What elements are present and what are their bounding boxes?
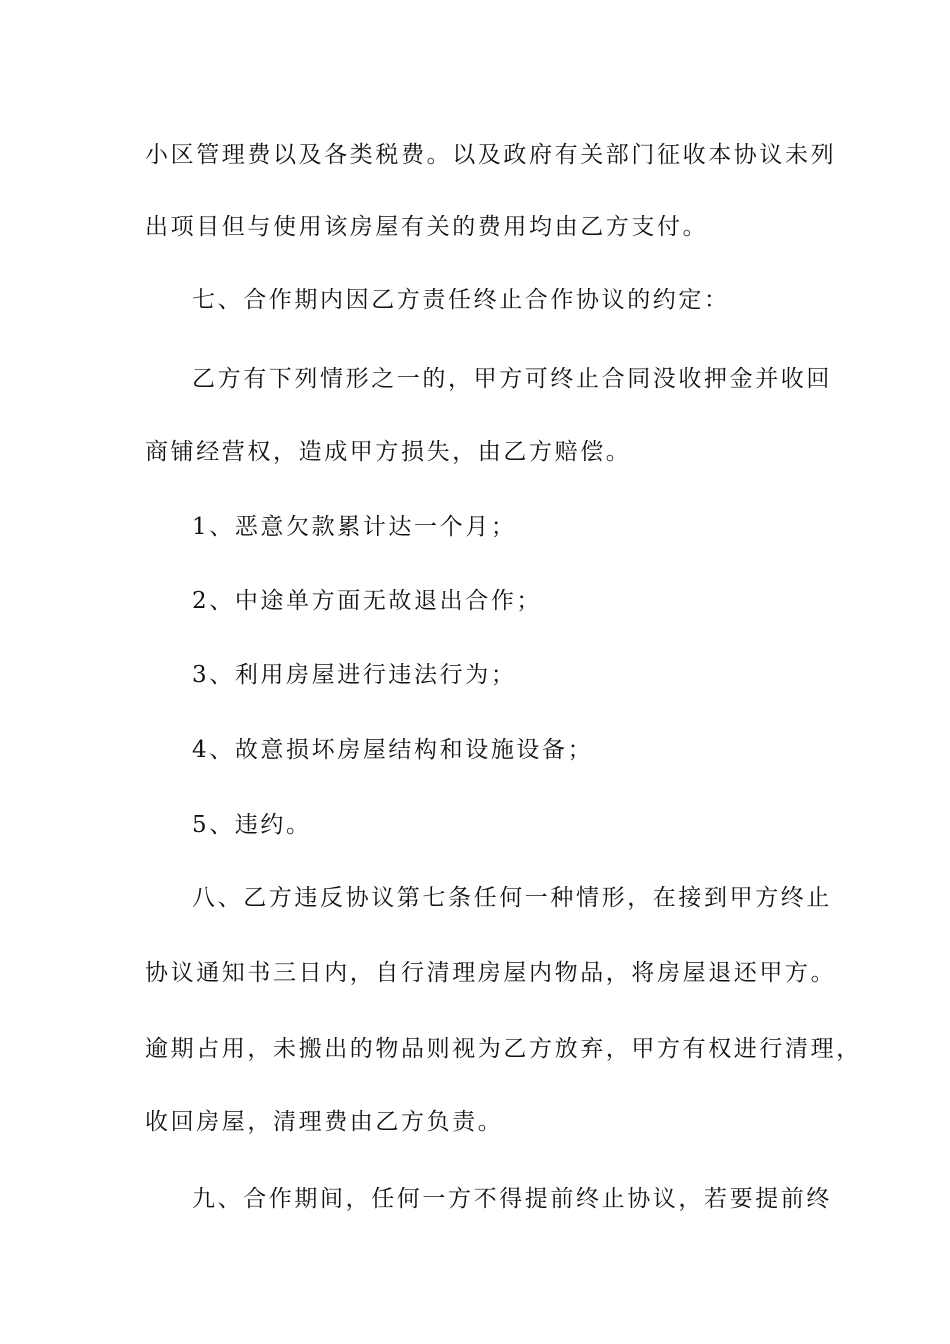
list-item: 2、中途单方面无故退出合作； — [192, 588, 543, 614]
section-heading: 八、乙方违反协议第七条任何一种情形，在接到甲方终止 — [192, 885, 832, 911]
text-line: 乙方有下列情形之一的，甲方可终止合同没收押金并收回 — [192, 366, 832, 392]
list-item: 3、利用房屋进行违法行为； — [192, 662, 517, 688]
list-item: 4、故意损坏房屋结构和设施设备； — [192, 737, 594, 763]
text-line: 收回房屋，清理费由乙方负责。 — [145, 1109, 504, 1135]
section-heading: 七、合作期内因乙方责任终止合作协议的约定： — [192, 287, 730, 313]
list-item: 1、恶意欠款累计达一个月； — [192, 514, 517, 540]
text-line: 逾期占用，未搬出的物品则视为乙方放弃，甲方有权进行清理， — [145, 1036, 862, 1062]
text-line: 协议通知书三日内，自行清理房屋内物品，将房屋退还甲方。 — [145, 960, 837, 986]
text-line: 商铺经营权，造成甲方损失，由乙方赔偿。 — [145, 439, 632, 465]
text-line: 出项目但与使用该房屋有关的费用均由乙方支付。 — [145, 214, 709, 240]
section-heading: 九、合作期间，任何一方不得提前终止协议，若要提前终 — [192, 1186, 832, 1212]
list-item: 5、违约。 — [192, 812, 312, 838]
text-line: 小区管理费以及各类税费。以及政府有关部门征收本协议未列 — [145, 142, 837, 168]
